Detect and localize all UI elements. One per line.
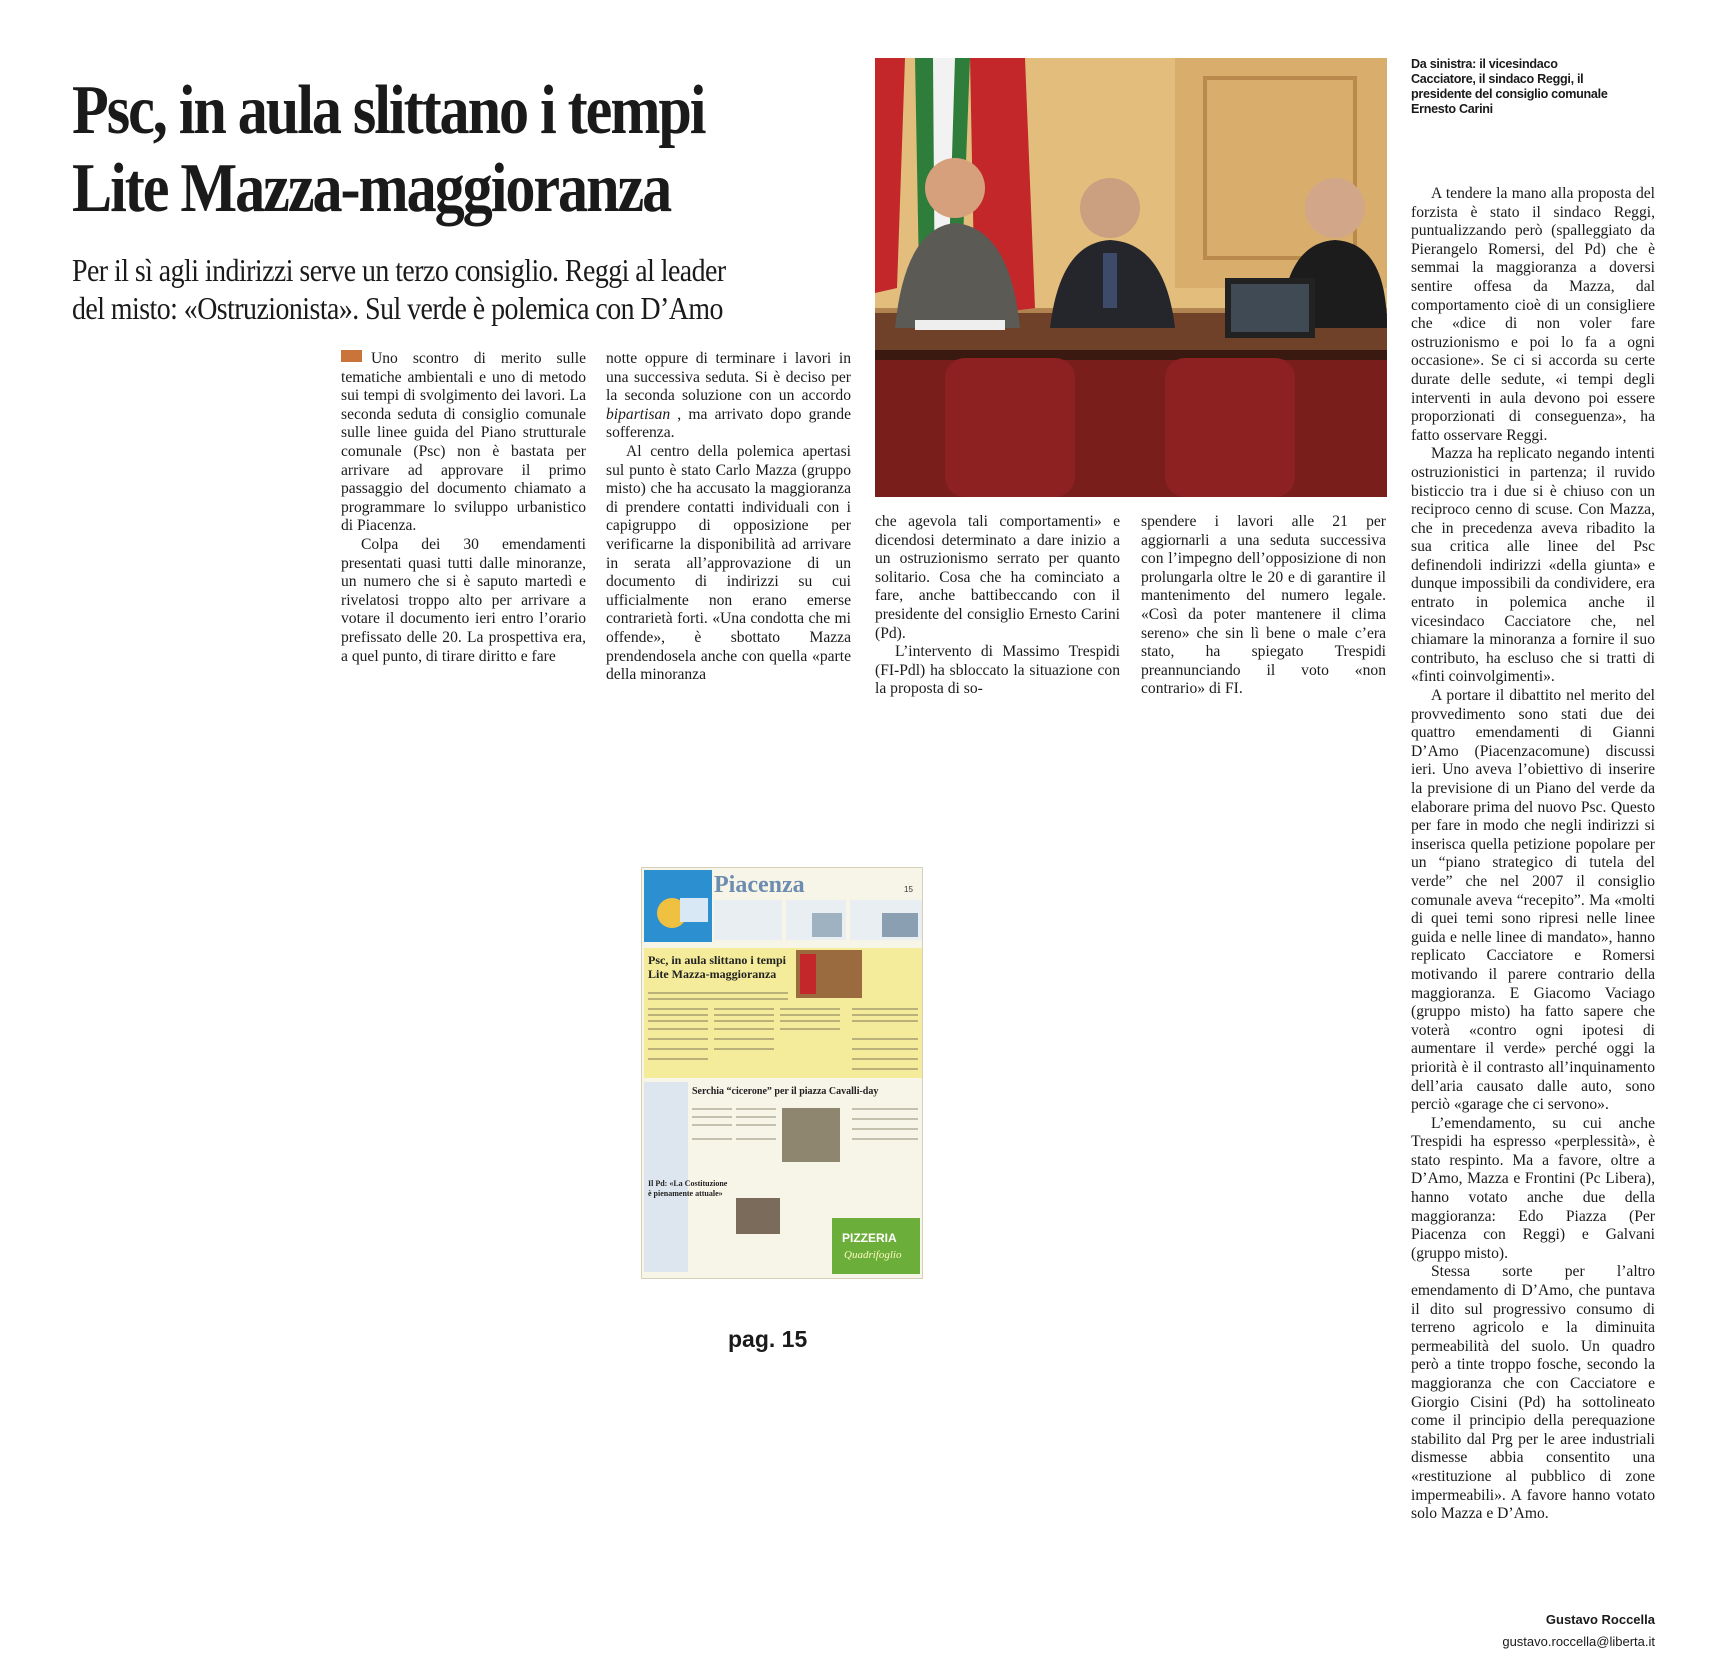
- page-thumbnail: [641, 867, 923, 1279]
- article-column-2: [606, 350, 851, 685]
- paragraph: Uno scontro di merito sulle tematiche ambientali e uno di metodo sui tempi di svolgimento dei lavori. La seconda seduta di consiglio comunale sulle linee guida del Piano strutturale comunale (Psc) non è bastata per arrivare ad approvare il primo passaggio del documento chiamato a programmare lo sviluppo urbanistico di Piacenza.: [341, 350, 586, 535]
- paragraph: Stessa sorte per l’altro emendamento di D’Amo, che puntava il dito sul progressivo consumo di terreno agricolo e la diminuita permeabilità del suolo. Un quadro però a tinte troppo fosche, secondo la maggioranza che con Cacciatore e Giorgio Cisini (Pd) ha sottolineato come il principio della perequazione stabilito dal Prg per le aree industriali dismesse abbia consentito una «restituzione al pubblico di zone impermeabili». A favore hanno votato solo Mazza e D’Amo.: [1411, 1263, 1655, 1523]
- paragraph: Colpa dei 30 emendamenti presentati quasi tutti dalle minoranze, un numero che si è saputo martedì e rivelatosi troppo alto per arrivare a votare il documento ieri entro l’orario prefissato delle 20. La prospettiva era, a quel punto, di tirare diritto e fare: [341, 535, 586, 665]
- section-marker-icon: [341, 350, 362, 362]
- article-column-5: [1411, 185, 1655, 1524]
- article-column-3: [875, 513, 1120, 699]
- paragraph: Mazza ha replicato negando intenti ostruzionistici in partenza; il ruvido bisticcio tra i due si è chiuso con un reciproco cenno di scuse. Con Mazza, che in precedenza aveva ribadito la sua critica alle linee del Psc definendoli indirizzi «della giunta» e dunque impossibili da condividere, era entrato in polemica anche il vicesindaco Cacciatore che, nel chiamare la minoranza a fornire il suo contributo, ha escluso che si tratti di «finti coinvolgimenti».: [1411, 445, 1655, 686]
- council-photo: [875, 58, 1387, 497]
- paragraph: L’emendamento, su cui anche Trespidi ha espresso «perplessità», è stato respinto. Ma a favore, oltre a D’Amo, Mazza e Frontini (Pc Libera), hanno votato anche due della maggioranza: Edo Piazza (Per Piacenza con Reggi) e Galvani (gruppo misto).: [1411, 1114, 1655, 1262]
- headline-line-2: Lite Mazza-maggioranza: [72, 150, 671, 227]
- thumb-page-num: 15: [904, 885, 913, 894]
- paragraph: L’intervento di Massimo Trespidi (FI-Pdl) ha sbloccato la situazione con la proposta di so-: [875, 643, 1120, 698]
- thumb-mid-headline: Serchia “cicerone” per il piazza Cavalli-day: [692, 1086, 879, 1097]
- article-column-1: [341, 350, 586, 666]
- svg-text:PIZZERIA: PIZZERIA: [842, 1231, 897, 1245]
- council-photo-illustration: [875, 58, 1387, 497]
- thumb-section-title: Piacenza: [714, 872, 805, 898]
- photo-caption: Da sinistra: il vicesindaco Cacciatore, il sindaco Reggi, il presidente del consiglio comunale Ernesto Carini: [1411, 57, 1608, 116]
- paragraph: Al centro della polemica apertasi sul punto è stato Carlo Mazza (gruppo misto) che ha accusato la maggioranza di prendere contatti individuali con i capigruppo di opposizione per verificarne la disponibilità ad arrivare in serata all’approvazione di un documento di indirizzi su cui ufficialmente non erano emerse contrarietà forti. «Una condotta che mi offende», è sbottato Mazza prendendosela anche con quella «parte della minoranza: [606, 442, 851, 684]
- paragraph: notte oppure di terminare i lavori in una successiva seduta. Si è deciso per la seconda soluzione con un accordo bipartisan , ma arrivato dopo grande sofferenza.: [606, 350, 851, 442]
- svg-text:Quadrifoglio: Quadrifoglio: [844, 1249, 902, 1261]
- paragraph: A portare il dibattito nel merito del provvedimento sono stati due dei quattro emendamenti di Gianni D’Amo (Piacenzacomune) discussi ieri. Uno aveva l’obiettivo di inserire la previsione di un Piano del verde da elaborare prima del nuovo Psc. Questo per fare in modo che negli indirizzi si inserisca quella petizione popolare per un “piano strategico di tutela del verde” che nel 2007 il consiglio comunale aveva “recepito”. Ma «molti di quei temi sono ripresi nelle linee guida e nelle linee di mandato», hanno replicato Cacciatore e Romersi motivando il parere contrario della maggioranza. E Giacomo Vaciago (gruppo misto) ha fatto sapere che voterà «contro ogni ipotesi di aumentare il verde» perché oggi la priorità è il contrasto all’inquinamento dell’aria causato dalle auto, sono perciò «garage che ci servono».: [1411, 687, 1655, 1114]
- page-thumbnail-illustration: [642, 868, 923, 1279]
- svg-text:Lite Mazza-maggioranza: Lite Mazza-maggioranza: [648, 967, 777, 981]
- svg-text:è pienamente attuale»: è pienamente attuale»: [648, 1189, 723, 1198]
- headline-line-1: Psc, in aula slittano i tempi: [72, 72, 705, 149]
- article-column-4: [1141, 513, 1386, 699]
- page-label: pag. 15: [728, 1326, 808, 1352]
- paragraph: che agevola tali comportamenti» e dicendosi determinato a dare inizio a un ostruzionismo serrato per quanto solitario. Cosa che ha cominciato a fare, anche battibeccando con il presidente del consiglio Ernesto Carini (Pd).: [875, 513, 1120, 642]
- subheadline-line-1: Per il sì agli indirizzi serve un terzo consiglio. Reggi al leader: [72, 252, 726, 288]
- subheadline: [72, 251, 872, 327]
- author-name: Gustavo Roccella: [1545, 1612, 1655, 1627]
- thumb-ad-bottom: [832, 1218, 920, 1274]
- author-email[interactable]: gustavo.roccella@liberta.it: [1502, 1634, 1655, 1649]
- headline: [72, 72, 760, 228]
- thumb-headline: Psc, in aula slittano i tempi: [648, 953, 787, 967]
- subheadline-line-2: del misto: «Ostruzionista». Sul verde è polemica con D’Amo: [72, 290, 723, 326]
- paragraph: spendere i lavori alle 21 per aggiornarli a una seduta successiva con l’impegno dell’opposizione di non prolungarla oltre le 20 e di garantire il mantenimento del numero legale. «Così da poter mantenere il clima sereno» che sin lì bene o male c’era stato, ha spiegato Trespidi preannunciando il voto «non contrario» di FI.: [1141, 513, 1386, 698]
- paragraph: A tendere la mano alla proposta del forzista è stato il sindaco Reggi, puntualizzando però (spalleggiato da Pierangelo Romersi, del Pd) che è semmai la maggioranza a doversi sentire offesa da Mazza, dal comportamento cioè di un consigliere che «dice di non voler fare ostruzionismo e poi lo fa a ogni occasione». Se ci si accorda su certe durate delle sedute, «i tempi degli interventi in aula devono poi essere proporzionati di conseguenza», ha fatto osservare Reggi.: [1411, 185, 1655, 444]
- thumb-lower-headline: Il Pd: «La Costituzione: [648, 1179, 728, 1188]
